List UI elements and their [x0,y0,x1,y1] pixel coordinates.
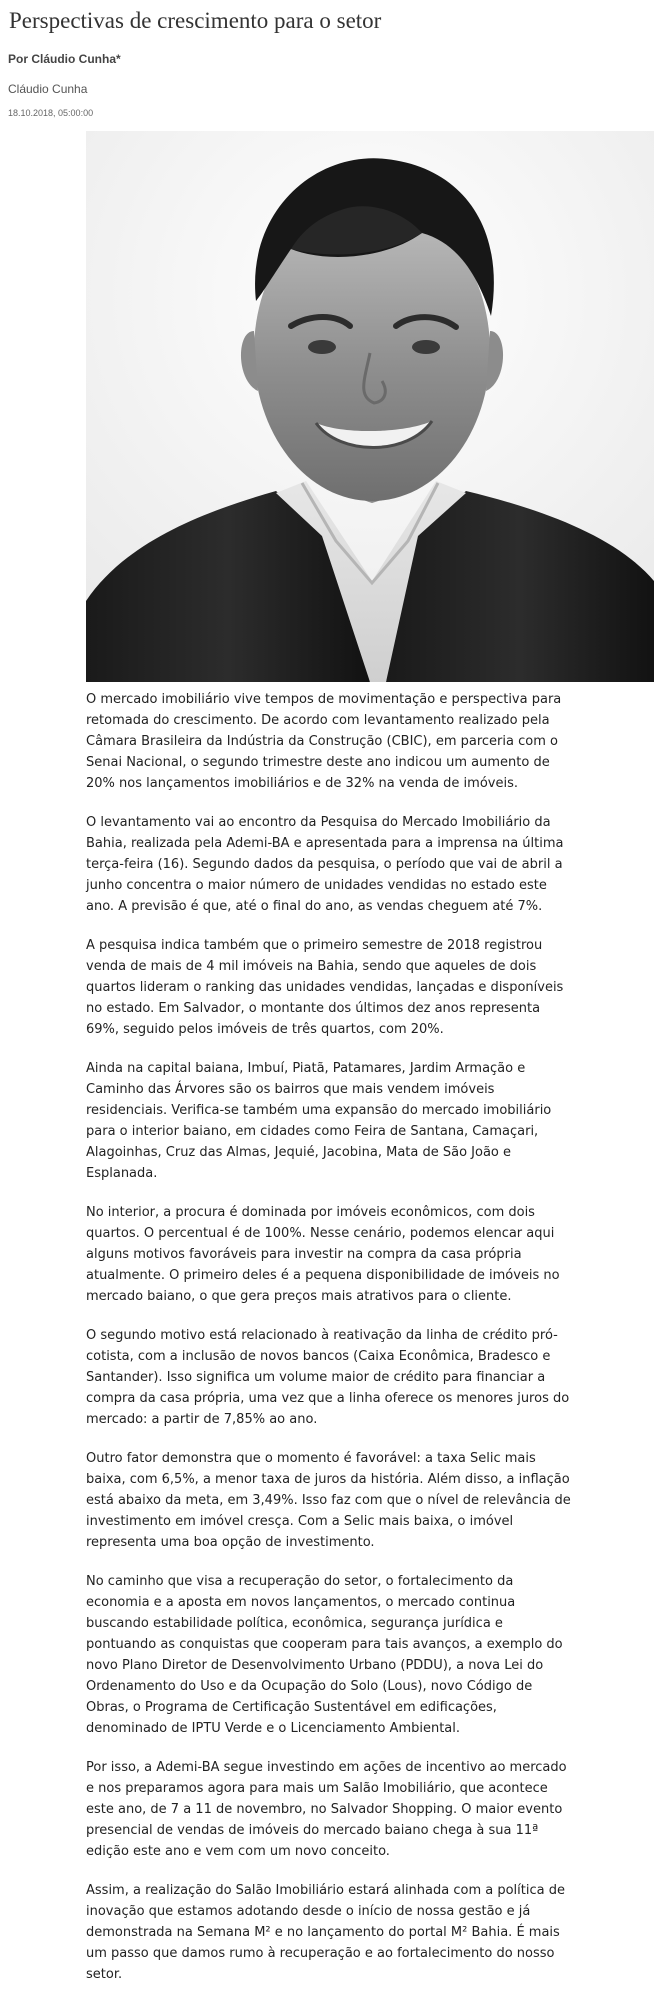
article-paragraph: O levantamento vai ao encontro da Pesquisa do Mercado Imobiliário da Bahia, realizada pela Ademi-BA e apresentada para a imprensa na última terça-feira (16). Segundo dados da pesquisa, o período que vai de abril a junho concentra o maior número de unidades vendidas no estado este ano. A previsão é que, até o final do ano, as vendas cheguem até 7%. [86,815,564,914]
article-body [86,689,576,2003]
article-paragraph: No caminho que visa a recuperação do setor, o fortalecimento da economia e a aposta em novos lançamentos, o mercado continua buscando estabilidade política, econômica, segurança jurídica e pontuando as conquistas que cooperam para tais avanços, a exemplo do novo Plano Diretor de Desenvolvimento Urbano (PDDU), a nova Lei do Ordenamento do Uso e da Ocupação do Solo (Lous), novo Código de Obras, o Programa de Certificação Sustentável em edificações, denominado de IPTU Verde e o Licenciamento Ambiental. [86,1574,563,1736]
author-name: Cláudio Cunha [8,82,88,96]
article-paragraph: Por isso, a Ademi-BA segue investindo em ações de incentivo ao mercado e nos preparamos agora para mais um Salão Imobiliário, que acontece este ano, de 7 a 11 de novembro, no Salvador Shopping. O maior evento presencial de vendas de imóveis do mercado baiano chega à sua 11ª edição este ano e vem com um novo conceito. [86,1760,567,1859]
article-paragraph: No interior, a procura é dominada por imóveis econômicos, com dois quartos. O percentual é de 100%. Nesse cenário, podemos elencar aqui alguns motivos favoráveis para investir na compra da casa própria atualmente. O primeiro deles é a pequena disponibilidade de imóveis no mercado baiano, o que gera preços mais atrativos para o cliente. [86,1205,560,1304]
article-paragraph: A pesquisa indica também que o primeiro semestre de 2018 registrou venda de mais de 4 mil imóveis na Bahia, sendo que aqueles de dois quartos lideram o ranking das unidades vendidas, lançadas e disponíveis no estado. Em Salvador, o montante dos últimos dez anos representa 69%, seguido pelos imóveis de três quartos, com 20%. [86,938,564,1037]
article-byline: Por Cláudio Cunha* [8,52,121,66]
author-photo [86,131,654,682]
article-title: Perspectivas de crescimento para o setor [9,8,382,33]
article-paragraph: Ainda na capital baiana, Imbuí, Piatã, Patamares, Jardim Armação e Caminho das Árvores são os bairros que mais vendem imóveis residenciais. Verifica-se também uma expansão do mercado imobiliário para o interior baiano, em cidades como Feira de Santana, Camaçari, Alagoinhas, Cruz das Almas, Jequié, Jacobina, Mata de São João e Esplanada. [86,1061,552,1181]
article-paragraph: Outro fator demonstra que o momento é favorável: a taxa Selic mais baixa, com 6,5%, a menor taxa de juros da história. Além disso, a inflação está abaixo da meta, em 3,49%. Isso faz com que o nível de relevância de investimento em imóvel cresça. Com a Selic mais baixa, o imóvel representa uma boa opção de investimento. [86,1451,571,1550]
author-portrait-icon [86,131,654,682]
article-paragraph: Assim, a realização do Salão Imobiliário estará alinhada com a política de inovação que estamos adotando desde o início de nossa gestão e já demonstrada na Semana M² e no lançamento do portal M² Bahia. É mais um passo que damos rumo à recuperação e ao fortalecimento do nosso setor. [86,1883,565,1982]
article-paragraph: O segundo motivo está relacionado à reativação da linha de crédito pró-cotista, com a inclusão de novos bancos (Caixa Econômica, Bradesco e Santander). Isso significa um volume maior de crédito para financiar a compra da casa própria, uma vez que a linha oferece os menores juros do mercado: a partir de 7,85% ao ano. [86,1328,570,1427]
publish-date: 18.10.2018, 05:00:00 [8,108,94,118]
article-paragraph: O mercado imobiliário vive tempos de movimentação e perspectiva para retomada do crescimento. De acordo com levantamento realizado pela Câmara Brasileira da Indústria da Construção (CBIC), em parceria com o Senai Nacional, o segundo trimestre deste ano indicou um aumento de 20% nos lançamentos imobiliários e de 32% na venda de imóveis. [86,692,562,791]
